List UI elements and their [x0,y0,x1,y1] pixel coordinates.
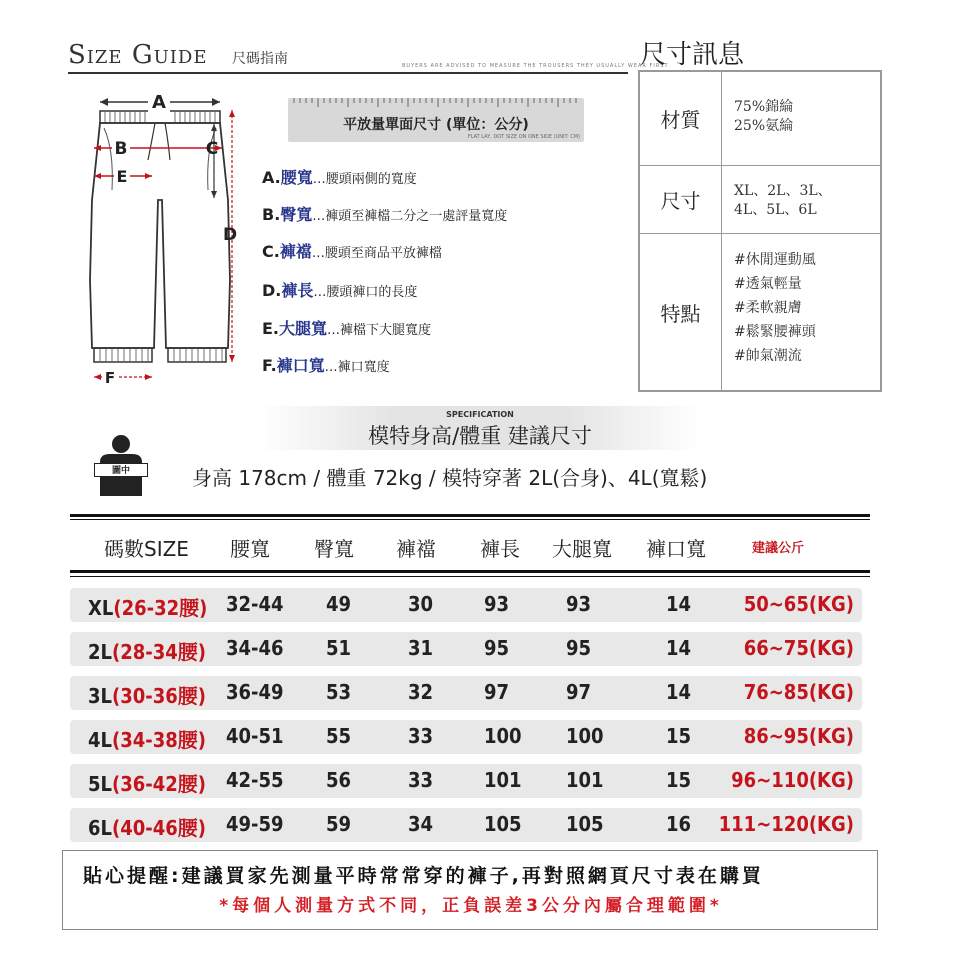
cell-hem: 14 [666,592,692,616]
info-title: 尺寸訊息 [640,40,745,70]
cell-hip: 51 [326,636,352,660]
cell-hem: 14 [666,680,692,704]
header-waist: 腰寬 [230,537,270,561]
info-values: XL、2L、3L、 4L、5L、6L [734,183,832,218]
cell-waist: 40-51 [226,724,284,748]
header-size: 碼數SIZE [104,537,189,561]
size-code: 4L [88,728,112,752]
label-e: E [116,167,128,186]
header-length: 褲長 [480,537,520,561]
cell-hip: 53 [326,680,352,704]
size-waist-range: (36-42腰) [111,772,206,796]
definition-c: C.褲襠…腰頭至商品平放褲檔 [262,242,442,261]
size-cell [88,636,206,665]
cell-thigh: 93 [566,592,592,616]
spec-title: 模特身高/體重 建議尺寸 [368,424,592,448]
header-note: BUYERS ARE ADVISED TO MEASURE THE TROUSERS THEY USUALLY WEAR FIRST [402,63,669,69]
ruler-title: 平放量單面尺寸 (單位：公分) [343,117,529,133]
info-key: 尺寸 [640,166,722,233]
size-cell [88,768,206,797]
size-waist-range: (30-36腰) [111,684,206,708]
size-code: 5L [88,772,112,796]
cell-rise: 32 [408,680,434,704]
table-rule-mid [70,570,870,573]
cell-hem: 14 [666,636,692,660]
definition-f: F.褲口寬…褲口寬度 [262,356,390,375]
header-hem: 褲口寬 [646,537,706,561]
size-cell [88,680,206,709]
info-row-sizes [640,166,880,234]
cell-waist: 34-46 [226,636,284,660]
info-row-features [640,234,880,390]
cell-waist: 49-59 [226,812,284,836]
drawstring [148,123,170,160]
tips-line-1: 貼心提醒:建議買家先測量平時常常穿的褲子,再對照網頁尺寸表在購買 [83,865,764,887]
label-d: D [222,225,238,245]
definition-a: A.腰寬…腰頭兩側的寬度 [262,168,417,187]
header-rise: 褲襠 [396,537,436,561]
ruler-ticks [288,98,584,108]
cell-rise: 33 [408,768,434,792]
unit-ruler-banner [288,98,584,142]
info-row-material [640,72,880,166]
cell-rise: 31 [408,636,434,660]
info-key: 材質 [640,72,722,165]
cell-rise: 33 [408,724,434,748]
label-f: F [104,369,116,387]
cell-rise: 34 [408,812,434,836]
left-cuff [94,348,152,362]
header-hip: 臀寬 [314,537,354,561]
definition-e: E.大腿寬…褲檔下大腿寬度 [262,319,432,338]
label-c: C [205,139,219,159]
cell-thigh: 97 [566,680,592,704]
size-cell [88,812,206,841]
cell-hip: 49 [326,592,352,616]
size-waist-range: (28-34腰) [111,640,206,664]
cell-thigh: 105 [566,812,604,836]
cell-thigh: 95 [566,636,592,660]
size-waist-range: (40-46腰) [111,816,206,840]
definition-d: D.褲長…腰頭褲口的長度 [262,281,418,300]
waistband-ribbing [105,112,215,122]
cell-hem: 16 [666,812,692,836]
header-weight: 建議公斤 [752,541,805,556]
size-code: XL [88,596,114,620]
definition-b: B.臀寬…褲頭至褲檔二分之一處評量寬度 [262,205,508,224]
info-table [638,70,882,392]
cell-length: 105 [484,812,522,836]
size-code: 6L [88,816,112,840]
cell-length: 95 [484,636,510,660]
cell-weight: 50~65(KG) [743,592,854,616]
right-cuff [168,348,226,362]
size-waist-range: (34-38腰) [111,728,206,752]
cell-length: 100 [484,724,522,748]
size-waist-range: (26-32腰) [113,596,208,620]
cell-hem: 15 [666,768,692,792]
label-a: A [152,92,166,113]
cell-length: 93 [484,592,510,616]
cell-weight: 76~85(KG) [743,680,854,704]
info-key: 特點 [640,234,722,390]
cell-weight: 96~110(KG) [731,768,854,792]
cell-thigh: 100 [566,724,604,748]
page-subtitle: 尺碼指南 [232,51,288,67]
cell-weight: 111~120(KG) [718,812,854,836]
size-cell [88,724,206,753]
page-title: Size Guide [68,40,208,70]
size-code: 2L [88,640,112,664]
label-b: B [114,139,128,159]
cell-hip: 56 [326,768,352,792]
cell-waist: 32-44 [226,592,284,616]
header-thigh: 大腿寬 [552,537,612,561]
cell-hip: 55 [326,724,352,748]
table-rule-top [70,514,870,517]
spec-label: SPECIFICATION [446,410,514,419]
cell-hem: 15 [666,724,692,748]
cell-length: 101 [484,768,522,792]
pants-diagram [70,80,250,390]
tips-box [62,850,878,930]
tips-line-2: *每個人測量方式不同，正負誤差3公分內屬合理範圍* [219,896,723,916]
cell-weight: 86~95(KG) [743,724,854,748]
cell-hip: 59 [326,812,352,836]
info-values: #休閒運動風 #透氣輕量 #柔軟親膚 #鬆緊腰褲頭 #帥氣潮流 [734,252,816,364]
cell-length: 97 [484,680,510,704]
table-rule-mid-thin [70,576,870,577]
info-values: 75%錦綸 25%氨綸 [734,99,794,134]
cell-thigh: 101 [566,768,604,792]
specification-banner [260,406,700,450]
cell-weight: 66~75(KG) [743,636,854,660]
cell-rise: 30 [408,592,434,616]
table-rule-top-thin [70,519,870,520]
cell-waist: 36-49 [226,680,284,704]
model-label: 圖中MODEL [94,463,148,477]
size-code: 3L [88,684,112,708]
cell-waist: 42-55 [226,768,284,792]
size-cell [88,592,207,621]
ruler-note: FLAT LAY, DOT SIZE ON ONE SIDE (UNIT: CM) [467,134,580,140]
header-divider [68,72,628,74]
model-info: 身高 178cm / 體重 72kg / 模特穿著 2L(合身)、4L(寬鬆) [192,466,708,490]
